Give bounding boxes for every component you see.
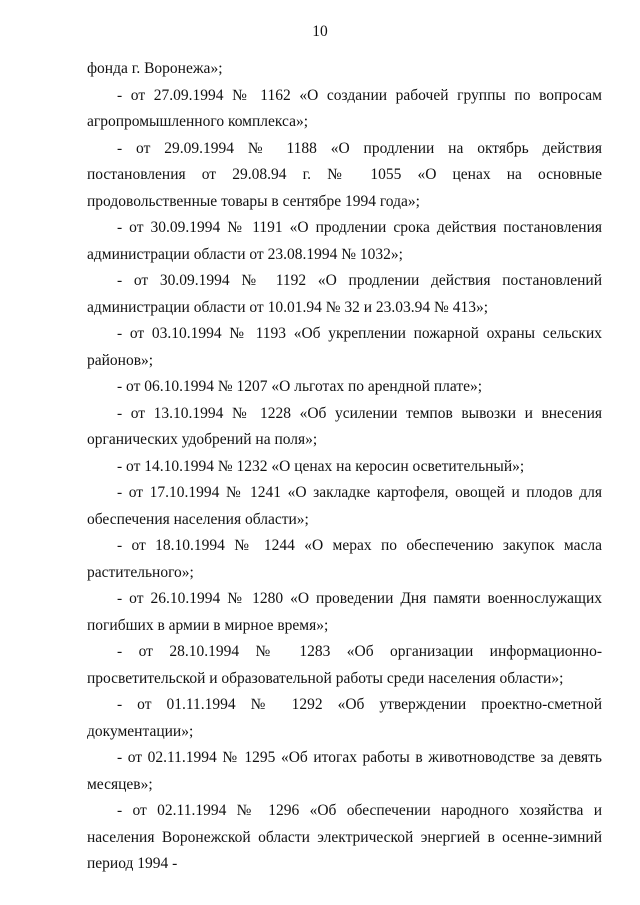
list-item-decree-1193: - от 03.10.1994 № 1193 «Об укреплении пожарной охраны сельских районов»;: [87, 325, 602, 369]
list-item-decree-1280: - от 26.10.1994 № 1280 «О проведении Дня памяти военнослужащих погибших в армии в мирное время»;: [87, 590, 602, 634]
list-item-decree-1296: - от 02.11.1994 № 1296 «Об обеспечении народного хозяйства и населения Воронежской области электрической энергией в осенне-зимний период 1994 -: [87, 802, 602, 872]
paragraph-continuation: фонда г. Воронежа»;: [87, 60, 223, 77]
list-item-decree-1232: - от 14.10.1994 № 1232 «О ценах на керосин осветительный»;: [117, 457, 525, 475]
list-item-decree-1188: - от 29.09.1994 № 1188 «О продлении на октябрь действия постановления от 29.08.94 г. № 1055 «О ценах на основные продовольственные товары в сентябре 1994 года»;: [87, 139, 602, 210]
page-number: 10: [312, 23, 328, 40]
document-body: [87, 56, 602, 878]
list-item-decree-1292: - от 01.11.1994 № 1292 «Об утверждении проектно-сметной документации»;: [87, 696, 602, 740]
list-item-decree-1228: - от 13.10.1994 № 1228 «Об усилении темпов вывозки и внесения органических удобрений на поля»;: [87, 404, 602, 448]
list-item-decree-1207: - от 06.10.1994 № 1207 «О льготах по арендной плате»;: [117, 378, 483, 395]
list-item-decree-1192: - от 30.09.1994 № 1192 «О продлении действия постановлений администрации области от 10.01.94 № 32 и 23.03.94 № 413»;: [87, 272, 602, 316]
list-item-decree-1244: - от 18.10.1994 № 1244 «О мерах по обеспечению закупок масла растительного»;: [87, 537, 602, 581]
list-item-decree-1283: - от 28.10.1994 № 1283 «Об организации информационно-просветительской и образовательной работы среди населения области»;: [87, 643, 602, 687]
list-item-decree-1241: - от 17.10.1994 № 1241 «О закладке картофеля, овощей и плодов для обеспечения населения области»;: [87, 484, 602, 528]
list-item-decree-1295: - от 02.11.1994 № 1295 «Об итогах работы в животноводстве за девять месяцев»;: [87, 749, 602, 793]
list-item-decree-1162: - от 27.09.1994 № 1162 «О создании рабочей группы по вопросам агропромышленного комплекса»;: [87, 86, 602, 130]
list-item-decree-1191: - от 30.09.1994 № 1191 «О продлении срока действия постановления администрации области от 23.08.1994 № 1032»;: [87, 219, 602, 263]
